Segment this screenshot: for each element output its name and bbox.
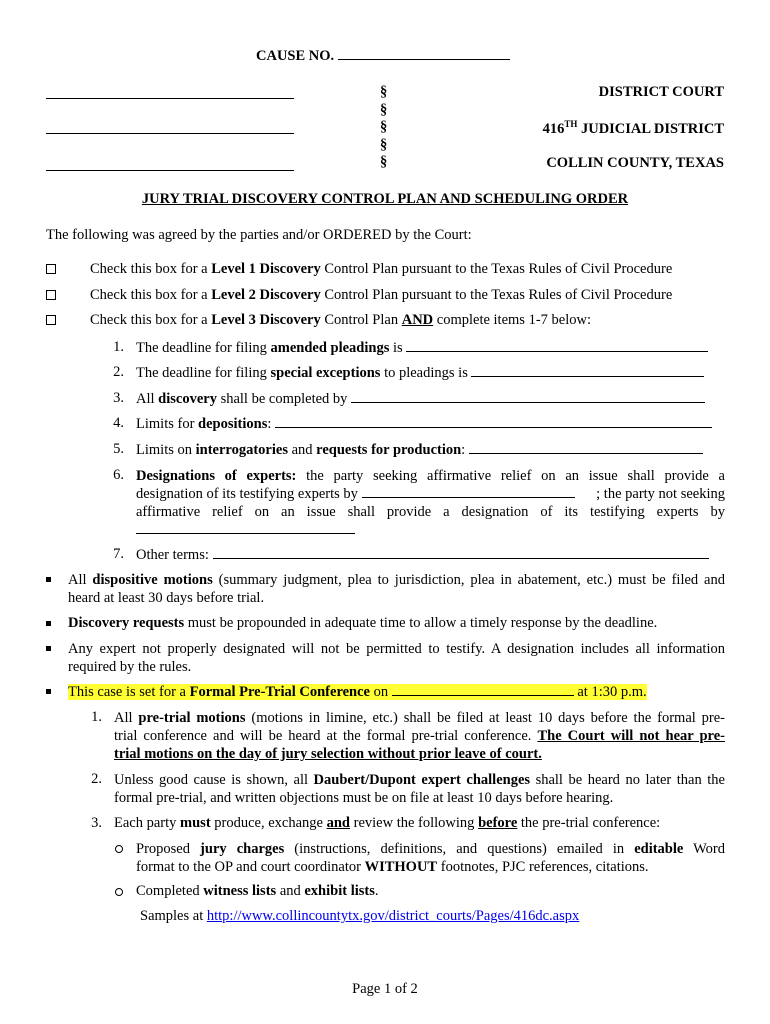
item1-amended-pleadings: The deadline for filing amended pleadings is	[136, 339, 708, 357]
level2-label: Check this box for a Level 2 Discovery Control Plan pursuant to the Texas Rules of Civil Procedure	[90, 287, 673, 303]
item4-number: 4.	[113, 415, 124, 431]
item7-other-terms: Other terms:	[136, 546, 709, 564]
bullet-marker	[46, 689, 51, 694]
item7-number: 7.	[113, 546, 124, 562]
discovery-requests-text: Discovery requests must be propounded in adequate time to allow a timely response by the deadline.	[68, 615, 658, 631]
circle-bullet	[115, 845, 123, 853]
samples-link[interactable]: http://www.collincountytx.gov/district_courts/Pages/416dc.aspx	[206, 908, 580, 924]
pretrial2-number: 2.	[91, 771, 102, 787]
item3-discovery: All discovery shall be completed by	[136, 390, 705, 408]
level2-checkbox[interactable]	[46, 290, 56, 300]
county-name: COLLIN COUNTY, TEXAS	[546, 155, 724, 171]
cause-no-blank[interactable]	[338, 47, 510, 60]
item5-number: 5.	[113, 441, 124, 457]
cause-no-label: CAUSE NO.	[256, 47, 510, 65]
pretrial-conference-text: This case is set for a Formal Pre-Trial Conference on at 1:30 p.m.	[68, 684, 647, 700]
item2-special-exceptions: The deadline for filing special exceptions to pleadings is	[136, 364, 704, 382]
item6-designations: Designations of experts: the party seeking affirmative relief on an issue shall provide a designation of its testifying experts by ; the party not seeking affirmative relief on an issue shall provide a designation of its testifying experts by	[136, 467, 725, 539]
party-line-1[interactable]	[46, 98, 294, 99]
section-symbols: § § § § §	[380, 84, 388, 170]
item5-blank[interactable]	[469, 441, 703, 454]
exchange-items-text: Each party must produce, exchange and review the following before the pre-trial conference:	[114, 815, 661, 831]
item7-blank[interactable]	[213, 546, 709, 559]
witness-exhibit-lists-text: Completed witness lists and exhibit lists.	[136, 883, 379, 899]
court-name: DISTRICT COURT	[598, 84, 724, 100]
jury-charges-text: Proposed jury charges (instructions, definitions, and questions) emailed in editable Word format to the OP and court coordinator WITHOUT footnotes, PJC references, citations.	[136, 841, 726, 875]
item6-blank-2[interactable]	[136, 521, 355, 534]
bullet-marker	[46, 621, 51, 626]
dispositive-motions-text: All dispositive motions (summary judgment, plea to jurisdiction, plea in abatement, etc.) must be filed and heard at least 30 days before trial.	[68, 572, 725, 606]
intro-text: The following was agreed by the parties and/or ORDERED by the Court:	[46, 227, 472, 243]
level3-label: Check this box for a Level 3 Discovery Control Plan AND complete items 1-7 below:	[90, 312, 591, 328]
level3-checkbox[interactable]	[46, 315, 56, 325]
daubert-challenges-text: Unless good cause is shown, all Daubert/Dupont expert challenges shall be heard no later than the formal pre-trial, and written objections must be on file at least 10 days before hearing.	[114, 772, 725, 806]
samples-text: Samples at http://www.collincountytx.gov/district_courts/Pages/416dc.aspx	[140, 908, 580, 924]
judicial-district: 416TH JUDICIAL DISTRICT	[542, 119, 724, 137]
pretrial-date-blank[interactable]	[392, 683, 574, 696]
page-number: Page 1 of 2	[352, 981, 418, 997]
item6-number: 6.	[113, 467, 124, 483]
item3-blank[interactable]	[351, 390, 705, 403]
item1-number: 1.	[113, 339, 124, 355]
circle-bullet	[115, 888, 123, 896]
item4-depositions: Limits for depositions:	[136, 415, 712, 433]
item2-number: 2.	[113, 364, 124, 380]
item6-blank-1[interactable]	[362, 485, 575, 498]
level1-checkbox[interactable]	[46, 264, 56, 274]
item1-blank[interactable]	[406, 339, 708, 352]
pretrial1-number: 1.	[91, 709, 102, 725]
level1-label: Check this box for a Level 1 Discovery Control Plan pursuant to the Texas Rules of Civil Procedure	[90, 261, 673, 277]
item3-number: 3.	[113, 390, 124, 406]
item2-blank[interactable]	[471, 364, 704, 377]
document-title: JURY TRIAL DISCOVERY CONTROL PLAN AND SCHEDULING ORDER	[141, 191, 629, 207]
item5-interrogatories: Limits on interrogatories and requests for production:	[136, 441, 703, 459]
bullet-marker	[46, 577, 51, 582]
expert-designation-text: Any expert not properly designated will not be permitted to testify. A designation includes all information required by the rules.	[68, 641, 725, 675]
party-line-3[interactable]	[46, 170, 294, 171]
item4-blank[interactable]	[275, 415, 712, 428]
party-line-2[interactable]	[46, 133, 294, 134]
bullet-marker	[46, 646, 51, 651]
pretrial-motions-text: All pre-trial motions (motions in limine, etc.) shall be filed at least 10 days before the formal pre- trial conference and will be heard at the formal pre-trial conference. The Court will not hear pre- trial motions on the day of jury selection without prior leave of court.	[114, 710, 725, 762]
pretrial3-number: 3.	[91, 815, 102, 831]
